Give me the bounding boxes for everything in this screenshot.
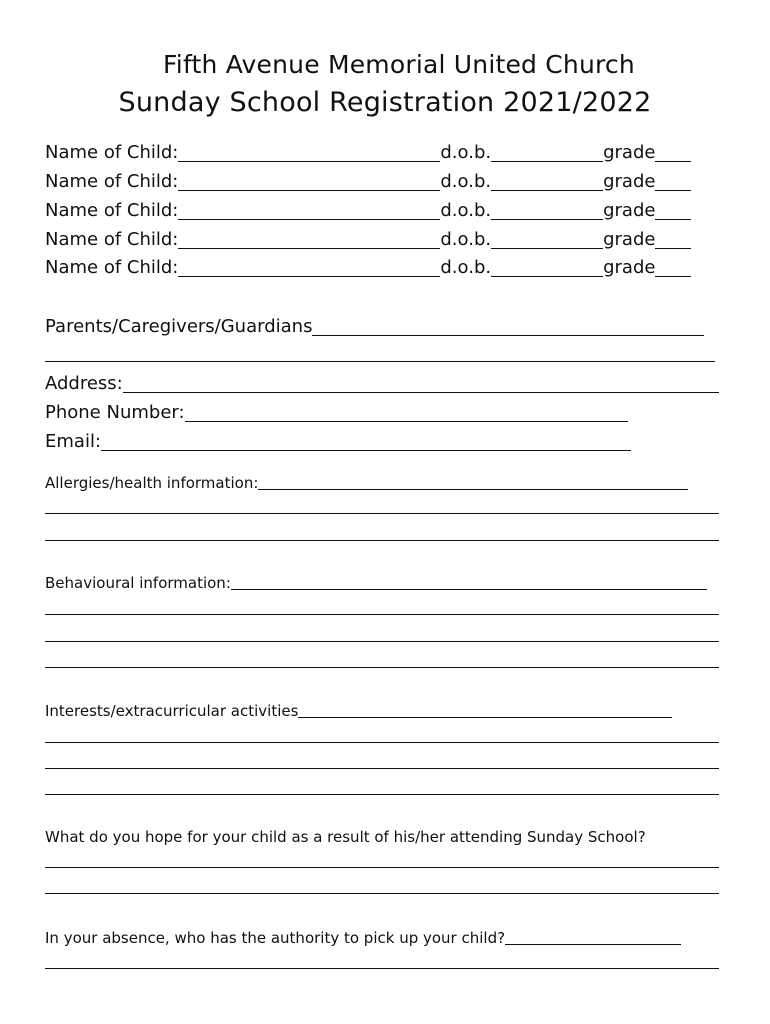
dob-label: d.o.b.	[440, 171, 492, 192]
interests-line[interactable]	[45, 794, 719, 795]
address-field[interactable]	[123, 392, 719, 393]
phone-label: Phone Number:	[45, 402, 185, 423]
pickup-question-row	[45, 927, 681, 949]
child-name-field[interactable]	[178, 248, 440, 249]
interests-line[interactable]	[45, 742, 719, 743]
grade-label: grade	[603, 171, 656, 192]
phone-field[interactable]	[185, 421, 628, 422]
hope-question-row	[45, 826, 646, 848]
parents-field[interactable]	[312, 335, 704, 336]
parents-row	[45, 314, 704, 340]
grade-label: grade	[603, 257, 656, 278]
hope-answer-line[interactable]	[45, 867, 719, 868]
email-label: Email:	[45, 431, 102, 452]
dob-field[interactable]	[491, 219, 603, 220]
dob-field[interactable]	[491, 161, 603, 162]
grade-field[interactable]	[655, 190, 691, 191]
child-row	[45, 227, 691, 253]
interests-line[interactable]	[45, 768, 719, 769]
hope-answer-line[interactable]	[45, 893, 719, 894]
child-name-label: Name of Child:	[45, 200, 179, 221]
child-name-field[interactable]	[178, 276, 440, 277]
grade-field[interactable]	[655, 248, 691, 249]
child-row	[45, 169, 691, 195]
child-row	[45, 198, 691, 224]
behaviour-label: Behavioural information:	[45, 574, 231, 592]
child-name-label: Name of Child:	[45, 142, 179, 163]
child-row	[45, 255, 691, 281]
dob-label: d.o.b.	[440, 229, 492, 250]
grade-label: grade	[603, 142, 656, 163]
grade-field[interactable]	[655, 219, 691, 220]
parents-label: Parents/Caregivers/Guardians	[45, 316, 313, 337]
interests-row	[45, 700, 672, 722]
form-title: Sunday School Registration 2021/2022	[118, 87, 652, 118]
interests-label: Interests/extracurricular activities	[45, 702, 299, 720]
pickup-question: In your absence, who has the authority to pick up your child?	[45, 929, 506, 947]
behaviour-row	[45, 572, 707, 594]
parents-continuation-line[interactable]	[45, 361, 715, 362]
address-label: Address:	[45, 373, 123, 394]
email-field[interactable]	[101, 450, 631, 451]
allergies-line[interactable]	[45, 540, 719, 541]
allergies-label: Allergies/health information:	[45, 474, 259, 492]
behaviour-field[interactable]	[231, 589, 707, 590]
church-name: Fifth Avenue Memorial United Church	[163, 50, 635, 79]
hope-question: What do you hope for your child as a result of his/her attending Sunday School?	[45, 828, 646, 846]
pickup-answer-line[interactable]	[45, 968, 719, 969]
allergies-row	[45, 472, 688, 494]
child-name-field[interactable]	[178, 219, 440, 220]
behaviour-line[interactable]	[45, 641, 719, 642]
child-name-field[interactable]	[178, 161, 440, 162]
allergies-line[interactable]	[45, 513, 719, 514]
child-name-label: Name of Child:	[45, 257, 179, 278]
grade-field[interactable]	[655, 276, 691, 277]
dob-label: d.o.b.	[440, 200, 492, 221]
email-row	[45, 429, 631, 455]
interests-field[interactable]	[298, 717, 672, 718]
allergies-field[interactable]	[258, 489, 688, 490]
address-row	[45, 371, 719, 397]
grade-field[interactable]	[655, 161, 691, 162]
child-name-field[interactable]	[178, 190, 440, 191]
grade-label: grade	[603, 200, 656, 221]
dob-field[interactable]	[491, 276, 603, 277]
dob-label: d.o.b.	[440, 142, 492, 163]
dob-field[interactable]	[491, 190, 603, 191]
grade-label: grade	[603, 229, 656, 250]
dob-label: d.o.b.	[440, 257, 492, 278]
phone-row	[45, 400, 628, 426]
pickup-field[interactable]	[505, 944, 681, 945]
child-name-label: Name of Child:	[45, 229, 179, 250]
child-name-label: Name of Child:	[45, 171, 179, 192]
child-row	[45, 140, 691, 166]
dob-field[interactable]	[491, 248, 603, 249]
behaviour-line[interactable]	[45, 667, 719, 668]
behaviour-line[interactable]	[45, 614, 719, 615]
